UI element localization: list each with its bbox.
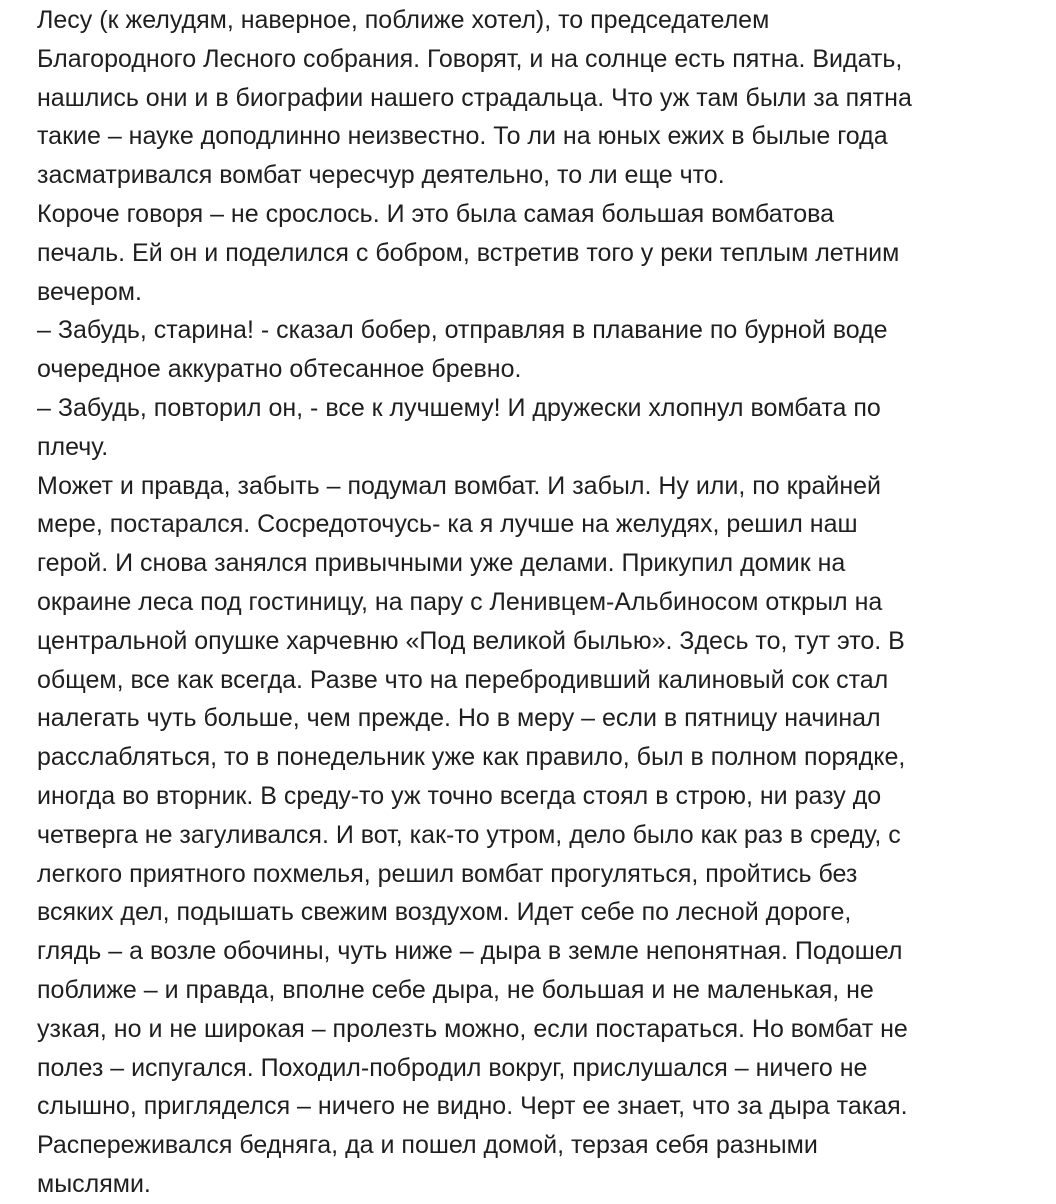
text-line: иногда во вторник. В среду-то уж точно всегда стоял в строю, ни разу до	[37, 781, 882, 810]
text-line: поближе – и правда, вполне себе дыра, не большая и не маленькая, не	[37, 975, 874, 1004]
text-line: – Забудь, повторил он, - все к лучшему! И дружески хлопнул вомбата по	[37, 393, 881, 422]
text-line: глядь – а возле обочины, чуть ниже – дыра в земле непонятная. Подошел	[37, 937, 903, 966]
text-line: мере, постарался. Сосредоточусь- ка я лучше на желудях, решил наш	[37, 510, 858, 539]
text-line: Благородного Лесного собрания. Говорят, и на солнце есть пятна. Видать,	[37, 44, 903, 73]
text-line: засматривался вомбат чересчур деятельно, то ли еще что.	[37, 161, 725, 190]
text-line: легкого приятного похмелья, решил вомбат прогуляться, пройтись без	[37, 859, 858, 888]
text-line: плечу.	[37, 432, 109, 461]
text-line: окраине леса под гостиницу, на пару с Ленивцем-Альбиносом открыл на	[37, 587, 883, 616]
paragraph	[37, 1, 1047, 195]
paragraph	[37, 467, 1047, 1204]
text-line: герой. И снова занялся привычными уже делами. Прикупил домик на	[37, 549, 846, 578]
text-line: слышно, пригляделся – ничего не видно. Черт ее знает, что за дыра такая.	[37, 1092, 908, 1121]
text-line: мыслями.	[37, 1169, 151, 1198]
text-line: очередное аккуратно обтесанное бревно.	[37, 355, 522, 384]
text-line: нашлись они и в биографии нашего страдальца. Что уж там были за пятна	[37, 83, 912, 112]
text-line: четверга не загуливался. И вот, как-то утром, дело было как раз в среду, с	[37, 820, 901, 849]
paragraph	[37, 311, 1047, 389]
text-line: печаль. Ей он и поделился с бобром, встретив того у реки теплым летним	[37, 238, 900, 267]
text-line: Короче говоря – не срослось. И это была самая большая вомбатова	[37, 199, 835, 228]
text-line: общем, все как всегда. Разве что на перебродивший калиновый сок стал	[37, 665, 889, 694]
text-line: Может и правда, забыть – подумал вомбат. И забыл. Ну или, по крайней	[37, 471, 882, 500]
paragraph	[37, 389, 1047, 467]
text-line: расслабляться, то в понедельник уже как правило, был в полном порядке,	[37, 743, 906, 772]
paragraph	[37, 195, 1047, 311]
text-line: налегать чуть больше, чем прежде. Но в меру – если в пятницу начинал	[37, 704, 881, 733]
text-line: центральной опушке харчевню «Под великой былью». Здесь то, тут это. В	[37, 626, 905, 655]
text-line: вечером.	[37, 277, 142, 306]
text-line: всяких дел, подышать свежим воздухом. Идет себе по лесной дороге,	[37, 898, 852, 927]
text-line: Распереживался бедняга, да и пошел домой, терзая себя разными	[37, 1131, 818, 1160]
text-line: Лесу (к желудям, наверное, поближе хотел), то председателем	[37, 6, 770, 34]
text-line: такие – науке доподлинно неизвестно. То ли на юных ежих в былые года	[37, 122, 888, 151]
text-line: – Забудь, старина! - сказал бобер, отправляя в плавание по бурной воде	[37, 316, 888, 345]
document-body	[37, 1, 1047, 1204]
text-line: полез – испугался. Походил-побродил вокруг, прислушался – ничего не	[37, 1053, 868, 1082]
text-line: узкая, но и не широкая – пролезть можно, если постараться. Но вомбат не	[37, 1014, 908, 1043]
